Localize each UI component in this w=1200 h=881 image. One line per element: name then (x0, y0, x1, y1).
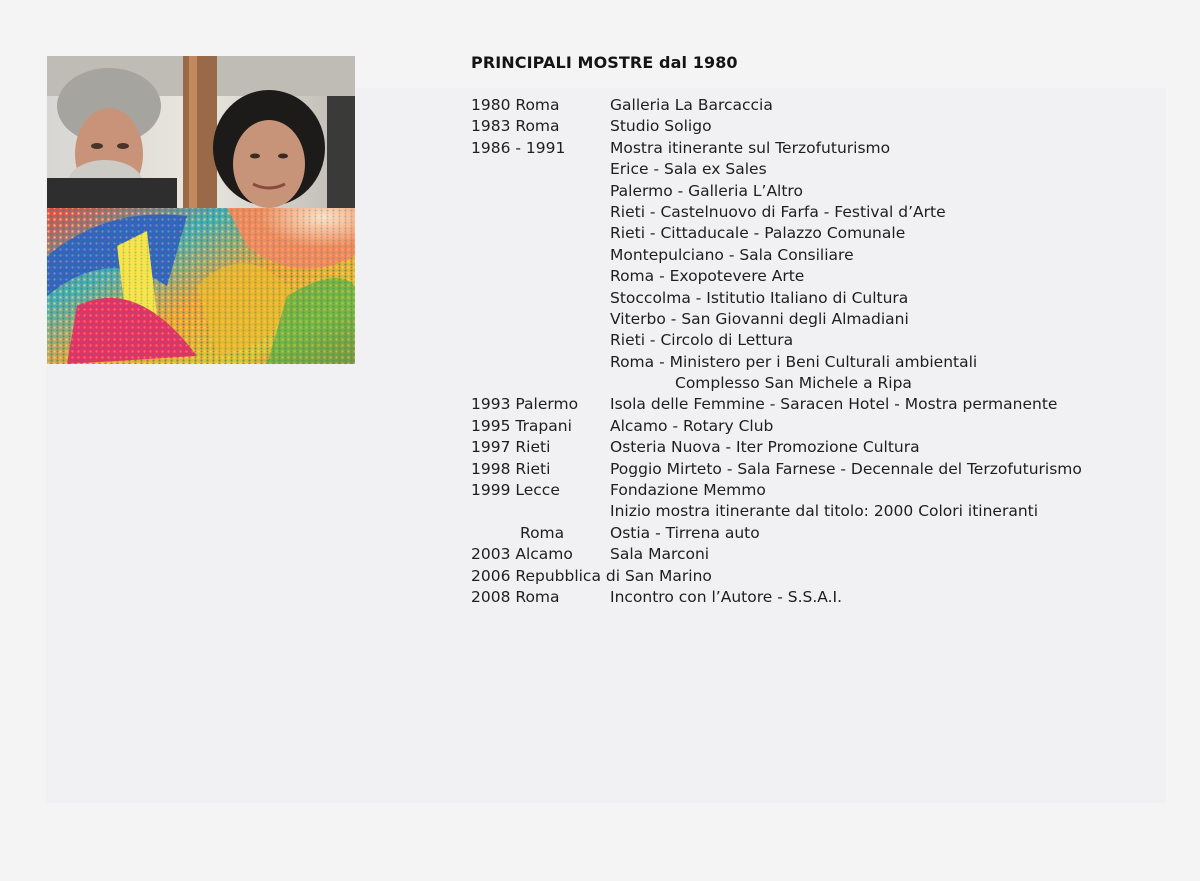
list-item (471, 523, 1171, 544)
list-item (471, 330, 1171, 351)
exhibition-description: Rieti - Circolo di Lettura (610, 331, 794, 350)
exhibition-date: Roma (520, 523, 565, 542)
exhibition-date: 2003 Alcamo (471, 545, 573, 564)
exhibition-date: 1993 Palermo (471, 395, 579, 414)
exhibition-date: 1997 Rieti (471, 438, 551, 457)
list-item (471, 437, 1171, 458)
list-item (471, 416, 1171, 437)
list-item (471, 159, 1171, 180)
list-item (471, 373, 1171, 394)
list-item (471, 181, 1171, 202)
list-item (471, 544, 1171, 565)
exhibition-description: Galleria La Barcaccia (610, 96, 773, 114)
list-item (471, 480, 1171, 501)
exhibition-date: 1983 Roma (471, 117, 560, 136)
list-item (471, 116, 1171, 137)
exhibition-description: Roma - Exopotevere Arte (610, 267, 805, 286)
exhibition-description: Stoccolma - Istitutio Italiano di Cultura (610, 288, 909, 307)
exhibition-description: Erice - Sala ex Sales (610, 160, 767, 179)
list-item (471, 394, 1171, 415)
list-item (471, 245, 1171, 266)
exhibition-description: Mostra itinerante sul Terzofuturismo (610, 138, 891, 157)
exhibitions-list (471, 95, 1171, 608)
list-item (471, 501, 1171, 522)
exhibition-date: 2008 Roma (471, 587, 560, 606)
exhibition-description: Alcamo - Rotary Club (610, 416, 774, 435)
list-item (471, 95, 1171, 116)
list-item (471, 202, 1171, 223)
list-item (471, 566, 1171, 587)
page-title: PRINCIPALI MOSTRE dal 1980 (471, 53, 738, 72)
exhibition-date: 1995 Trapani (471, 416, 572, 435)
list-item (471, 309, 1171, 330)
list-item (471, 223, 1171, 244)
exhibition-description: Montepulciano - Sala Consiliare (610, 245, 854, 264)
exhibition-description: Palermo - Galleria L’Altro (610, 181, 803, 200)
exhibition-description: Inizio mostra itinerante dal titolo: 2000 Colori itineranti (610, 502, 1039, 521)
list-item (471, 138, 1171, 159)
artists-photo-collage (47, 56, 355, 364)
exhibition-description: Rieti - Cittaducale - Palazzo Comunale (610, 224, 906, 243)
exhibition-description: Roma - Ministero per i Beni Culturali ambientali (610, 352, 978, 371)
exhibition-description: Fondazione Memmo (610, 481, 766, 500)
exhibition-description: Viterbo - San Giovanni degli Almadiani (610, 309, 909, 328)
list-item (471, 587, 1171, 608)
exhibition-description: Poggio Mirteto - Sala Farnese - Decennale del Terzofuturismo (610, 459, 1082, 478)
exhibition-description: Isola delle Femmine - Saracen Hotel - Mostra permanente (610, 395, 1058, 414)
exhibition-date: 1998 Rieti (471, 459, 551, 478)
exhibition-description: Complesso San Michele a Ripa (675, 374, 912, 393)
exhibition-date: 1980 Roma (471, 96, 560, 114)
exhibition-date: 1999 Lecce (471, 481, 560, 500)
exhibition-date: 1986 - 1991 (471, 138, 566, 157)
list-item (471, 459, 1171, 480)
exhibition-description: Ostia - Tirrena auto (610, 523, 760, 542)
list-item (471, 266, 1171, 287)
exhibition-description: Sala Marconi (610, 545, 710, 564)
exhibition-description: Incontro con l’Autore - S.S.A.I. (610, 587, 843, 606)
list-item (471, 352, 1171, 373)
exhibition-description: Osteria Nuova - Iter Promozione Cultura (610, 438, 920, 457)
exhibition-date: 2006 Repubblica di San Marino (471, 566, 712, 585)
exhibition-description: Rieti - Castelnuovo di Farfa - Festival d’Arte (610, 202, 946, 221)
list-item (471, 288, 1171, 309)
exhibition-description: Studio Soligo (610, 117, 712, 136)
